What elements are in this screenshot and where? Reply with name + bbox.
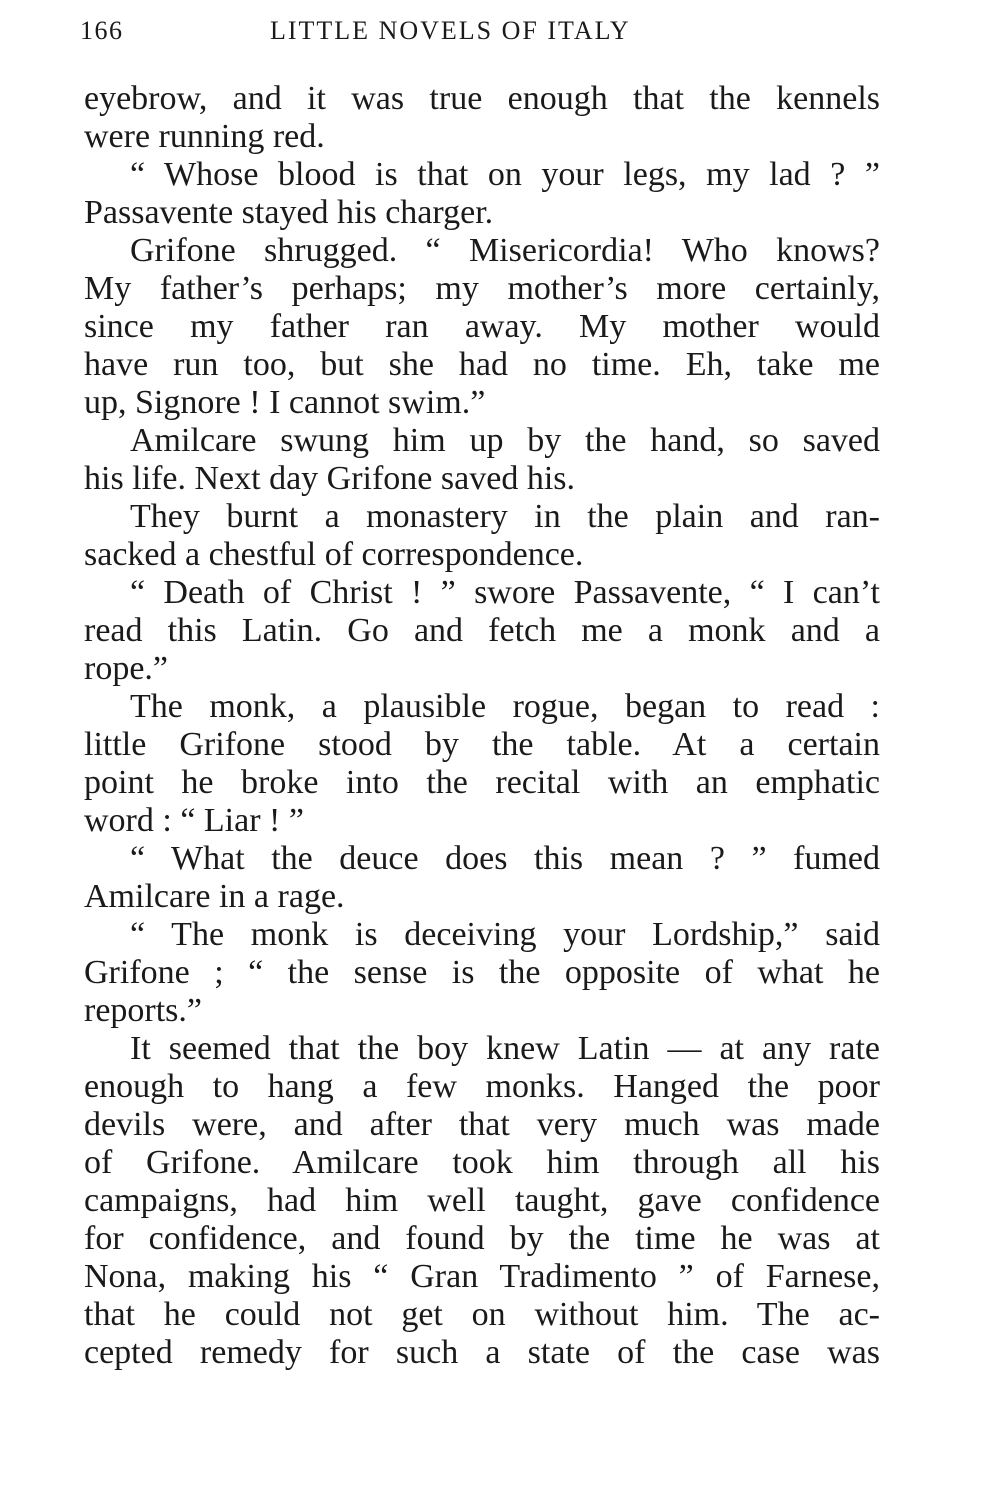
text-line: since my father ran away. My mother would bbox=[84, 308, 880, 345]
text-line: Nona, making his “ Gran Tradimento ” of Farnese, bbox=[84, 1258, 880, 1295]
text-line: Amilcare in a rage. bbox=[84, 878, 345, 915]
text-line: rope.” bbox=[84, 650, 169, 687]
text-line: his life. Next day Grifone saved his. bbox=[84, 460, 575, 497]
text-line: read this Latin. Go and fetch me a monk and a bbox=[84, 612, 880, 649]
text-line: point he broke into the recital with an emphatic bbox=[84, 764, 880, 801]
body-text bbox=[84, 80, 880, 1372]
text-line: enough to hang a few monks. Hanged the poor bbox=[84, 1068, 880, 1105]
text-line: They burnt a monastery in the plain and ran- bbox=[130, 498, 880, 535]
text-line: reports.” bbox=[84, 992, 203, 1029]
text-line: little Grifone stood by the table. At a certain bbox=[84, 726, 880, 763]
text-line: “ Death of Christ ! ” swore Passavente, “ I can’t bbox=[130, 574, 880, 611]
text-line: up, Signore ! I cannot swim.” bbox=[84, 384, 486, 421]
text-line: sacked a chestful of correspondence. bbox=[84, 536, 584, 573]
text-line: cepted remedy for such a state of the case was bbox=[84, 1334, 880, 1371]
page-header bbox=[80, 12, 880, 52]
text-line: “ What the deuce does this mean ? ” fumed bbox=[130, 840, 880, 877]
text-line: for confidence, and found by the time he was at bbox=[84, 1220, 880, 1257]
text-line: eyebrow, and it was true enough that the kennels bbox=[84, 80, 880, 117]
text-line: word : “ Liar ! ” bbox=[84, 802, 304, 839]
text-line: It seemed that the boy knew Latin — at any rate bbox=[130, 1030, 880, 1067]
text-line: “ The monk is deceiving your Lordship,” said bbox=[130, 916, 880, 953]
text-line: have run too, but she had no time. Eh, take me bbox=[84, 346, 880, 383]
text-line: My father’s perhaps; my mother’s more certainly, bbox=[84, 270, 880, 307]
text-line: campaigns, had him well taught, gave confidence bbox=[84, 1182, 880, 1219]
text-line: Grifone shrugged. “ Misericordia! Who knows? bbox=[130, 232, 880, 269]
text-line: “ Whose blood is that on your legs, my lad ? ” bbox=[130, 156, 880, 193]
text-line: Passavente stayed his charger. bbox=[84, 194, 494, 231]
text-line: that he could not get on without him. The ac- bbox=[84, 1296, 880, 1333]
text-line: devils were, and after that very much was made bbox=[84, 1106, 880, 1143]
text-line: of Grifone. Amilcare took him through all his bbox=[84, 1144, 880, 1181]
page-number: 166 bbox=[80, 16, 124, 45]
text-line: were running red. bbox=[84, 118, 325, 155]
text-line: The monk, a plausible rogue, began to read : bbox=[130, 688, 880, 725]
text-line: Grifone ; “ the sense is the opposite of what he bbox=[84, 954, 880, 991]
text-line: Amilcare swung him up by the hand, so saved bbox=[130, 422, 880, 459]
running-head: LITTLE NOVELS OF ITALY bbox=[270, 16, 631, 45]
